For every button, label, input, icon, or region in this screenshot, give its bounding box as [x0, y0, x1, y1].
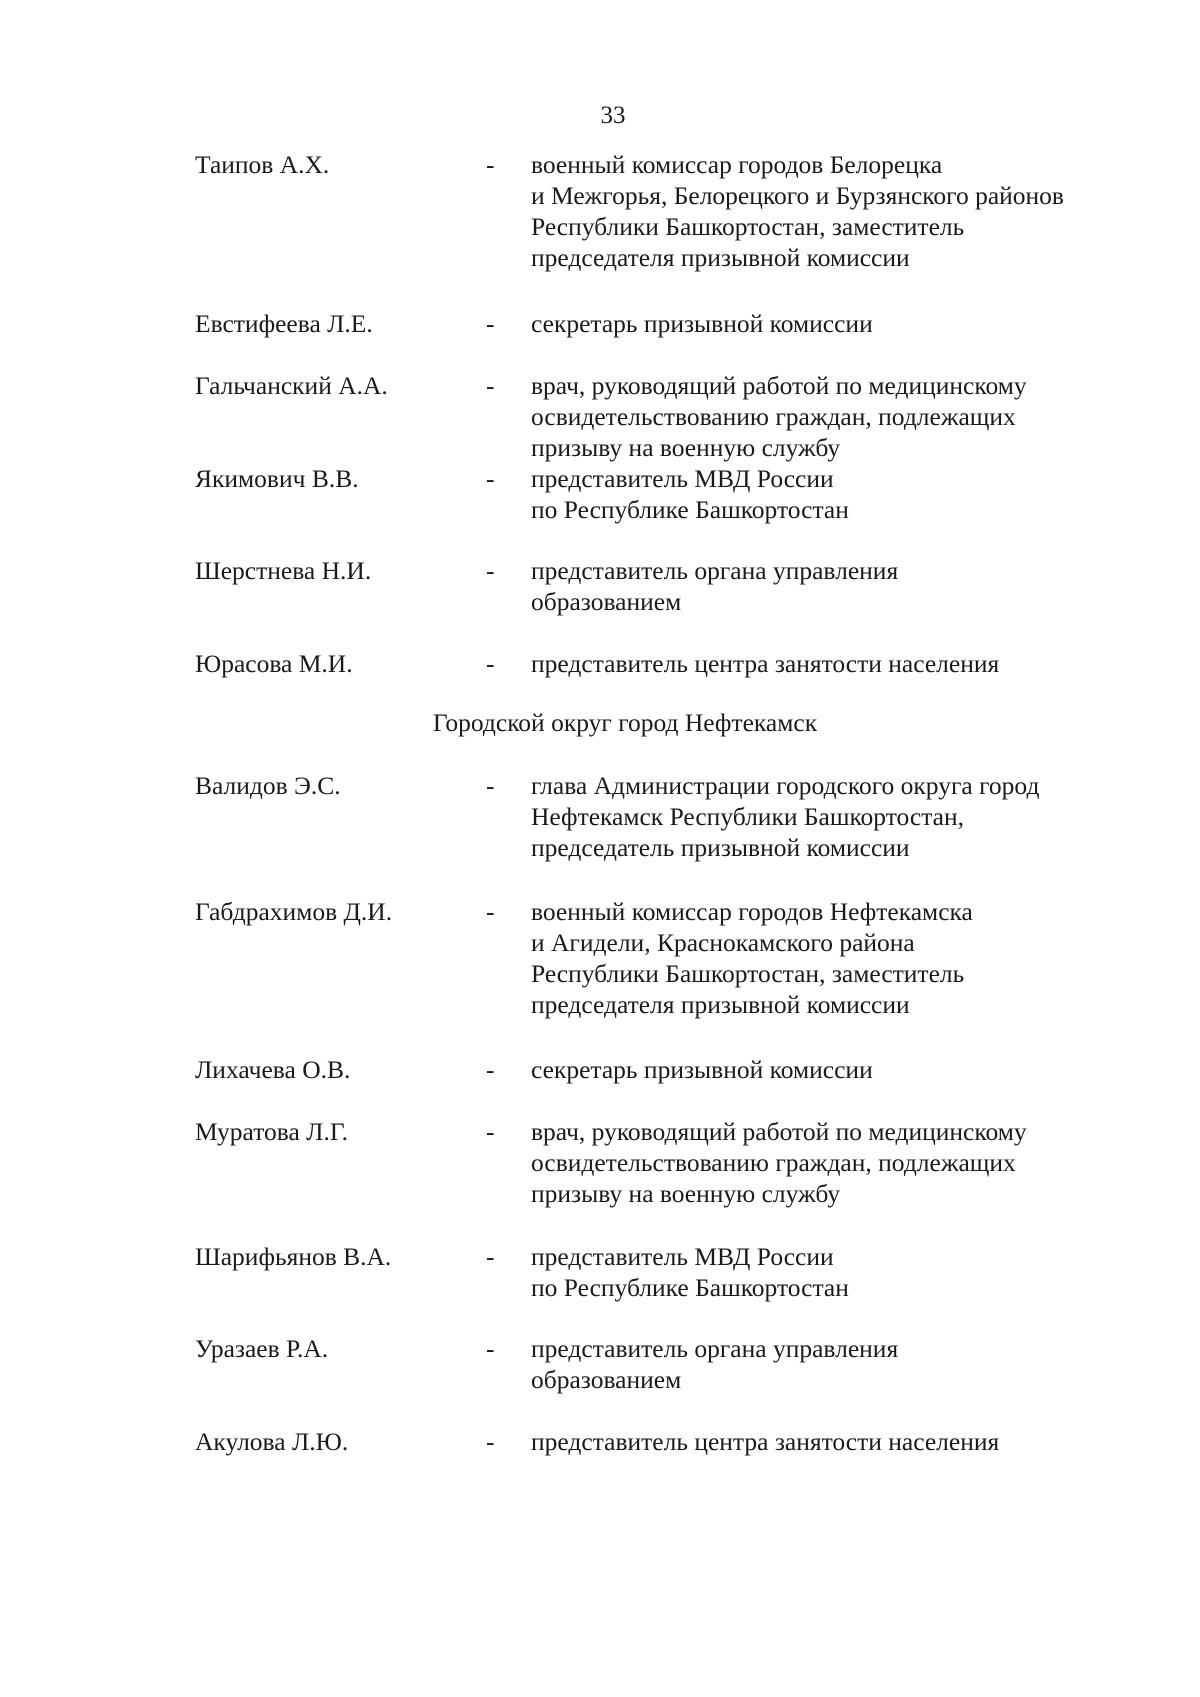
member-role	[531, 770, 1151, 863]
separator-dash: -	[486, 1427, 495, 1456]
separator-dash: -	[486, 1117, 495, 1146]
member-role	[531, 1333, 1151, 1395]
member-role	[531, 896, 1151, 1020]
role-line: представитель центра занятости населения	[531, 1427, 1000, 1456]
separator-dash: -	[486, 556, 495, 585]
separator-dash: -	[486, 464, 495, 493]
role-line: представитель органа управления	[531, 1334, 899, 1363]
member-role	[531, 149, 1151, 273]
separator-dash: -	[486, 150, 495, 179]
role-line: призыву на военную службу	[531, 1179, 841, 1208]
member-role	[531, 1426, 1151, 1457]
role-line: и Агидели, Краснокамского района	[531, 928, 915, 957]
member-role	[531, 370, 1151, 463]
role-line: образованием	[531, 587, 682, 616]
role-line: представитель МВД России	[531, 1242, 834, 1271]
member-role	[531, 1116, 1151, 1209]
member-role	[531, 1054, 1151, 1085]
member-name: Уразаев Р.А.	[195, 1334, 329, 1363]
role-line: по Республике Башкортостан	[531, 495, 849, 524]
role-line: образованием	[531, 1365, 682, 1394]
member-name: Муратова Л.Г.	[195, 1117, 349, 1146]
role-line: представитель МВД России	[531, 464, 834, 493]
member-role	[531, 555, 1151, 617]
member-name: Шарифьянов В.А.	[195, 1242, 392, 1271]
member-name: Шерстнева Н.И.	[195, 556, 372, 585]
member-name: Якимович В.В.	[195, 464, 359, 493]
role-line: председателя призывной комиссии	[531, 243, 910, 272]
member-name: Гальчанский А.А.	[195, 371, 388, 400]
separator-dash: -	[486, 1242, 495, 1271]
role-line: председатель призывной комиссии	[531, 833, 910, 862]
member-name: Евстифеева Л.Е.	[195, 309, 373, 338]
member-role	[531, 463, 1151, 525]
role-line: Республики Башкортостан, заместитель	[531, 212, 965, 241]
section-heading: Городской округ город Нефтекамск	[432, 708, 818, 737]
member-name: Габдрахимов Д.И.	[195, 897, 393, 926]
role-line: освидетельствованию граждан, подлежащих	[531, 402, 1016, 431]
role-line: военный комиссар городов Нефтекамска	[531, 897, 973, 926]
role-line: призыву на военную службу	[531, 433, 841, 462]
separator-dash: -	[486, 309, 495, 338]
member-role	[531, 1241, 1151, 1303]
role-line: Нефтекамск Республики Башкортостан,	[531, 802, 965, 831]
separator-dash: -	[486, 1334, 495, 1363]
role-line: по Республике Башкортостан	[531, 1273, 849, 1302]
separator-dash: -	[486, 771, 495, 800]
separator-dash: -	[486, 371, 495, 400]
role-line: военный комиссар городов Белорецка	[531, 150, 943, 179]
page-number: 33	[600, 102, 626, 129]
member-name: Юрасова М.И.	[195, 649, 353, 678]
member-role	[531, 648, 1151, 679]
member-name: Акулова Л.Ю.	[195, 1427, 349, 1456]
separator-dash: -	[486, 649, 495, 678]
role-line: представитель органа управления	[531, 556, 899, 585]
role-line: Республики Башкортостан, заместитель	[531, 959, 965, 988]
role-line: врач, руководящий работой по медицинскому	[531, 371, 1027, 400]
role-line: и Межгорья, Белорецкого и Бурзянского районов	[531, 181, 1064, 210]
role-line: глава Администрации городского округа город	[531, 771, 1040, 800]
separator-dash: -	[486, 1055, 495, 1084]
role-line: представитель центра занятости населения	[531, 649, 1000, 678]
member-role	[531, 308, 1151, 339]
role-line: врач, руководящий работой по медицинскому	[531, 1117, 1027, 1146]
role-line: секретарь призывной комиссии	[531, 1055, 873, 1084]
role-line: секретарь призывной комиссии	[531, 309, 873, 338]
separator-dash: -	[486, 897, 495, 926]
role-line: освидетельствованию граждан, подлежащих	[531, 1148, 1016, 1177]
member-name: Таипов А.Х.	[195, 150, 330, 179]
role-line: председателя призывной комиссии	[531, 990, 910, 1019]
member-name: Лихачева О.В.	[195, 1055, 351, 1084]
member-name: Валидов Э.С.	[195, 771, 341, 800]
